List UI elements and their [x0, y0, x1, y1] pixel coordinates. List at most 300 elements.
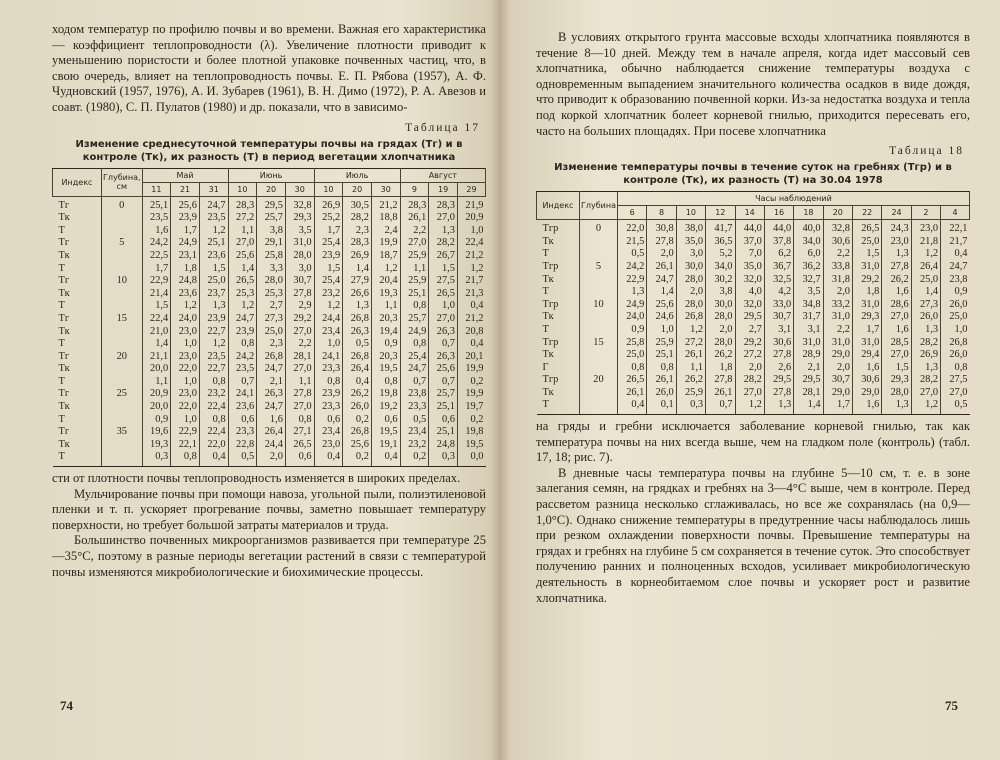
table-cell: 28,0: [706, 311, 735, 324]
table-cell: 29,3: [285, 212, 314, 225]
page-number-left: 74: [60, 698, 73, 713]
table-cell: 1,3: [618, 286, 647, 299]
table-cell: 0,9: [371, 338, 400, 351]
table-cell: 22,9: [618, 274, 647, 287]
table-cell: 30,7: [285, 275, 314, 288]
row-index: Т: [58, 224, 65, 236]
table-cell: 30,6: [764, 337, 793, 350]
row-index: Тгр: [542, 260, 559, 272]
table-row: [53, 275, 486, 288]
table-cell: 20,0: [142, 363, 171, 376]
table-cell: 26,3: [343, 326, 372, 339]
table-cell: 0,2: [343, 451, 372, 466]
table-cell: 21,7: [941, 236, 970, 249]
table-cell: 23,9: [314, 388, 343, 401]
table-cell: 25,9: [400, 275, 429, 288]
table-cell: 0,8: [618, 362, 647, 375]
table-cell: 28,2: [343, 212, 372, 225]
row-index: Т: [58, 300, 65, 312]
table-cell: 0,9: [941, 286, 970, 299]
row-depth: [580, 362, 618, 375]
table-cell: 0,4: [618, 399, 647, 414]
table-cell: 25,6: [228, 250, 257, 263]
table-cell: 19,5: [371, 363, 400, 376]
table-cell: 1,3: [199, 300, 228, 313]
table-cell: 1,0: [314, 338, 343, 351]
table-cell: 25,4: [314, 275, 343, 288]
row-depth: [580, 387, 618, 400]
table-cell: 29,4: [853, 349, 882, 362]
table-cell: 29,2: [735, 337, 764, 350]
table-cell: 26,3: [257, 388, 286, 401]
table-cell: 30,7: [764, 311, 793, 324]
table-cell: 26,8: [343, 351, 372, 364]
row-index: Тг: [58, 388, 70, 400]
table-cell: 22,1: [941, 220, 970, 236]
table-cell: 28,3: [400, 196, 429, 212]
table-cell: 1,0: [429, 300, 458, 313]
row-index: Тк: [58, 212, 70, 224]
table-cell: 31,0: [823, 337, 852, 350]
table-row: [53, 363, 486, 376]
table-cell: 24,7: [647, 274, 676, 287]
table-cell: 23,5: [142, 212, 171, 225]
table-cell: 26,8: [257, 351, 286, 364]
table-18-label: Таблица 18: [889, 145, 964, 158]
row-depth: [580, 399, 618, 414]
table-row: [53, 414, 486, 427]
table-row: [53, 326, 486, 339]
table-cell: 24,8: [429, 439, 458, 452]
table-cell: 32,8: [823, 220, 852, 236]
table-17-header-month: Август: [400, 168, 485, 182]
table-cell: 24,2: [618, 261, 647, 274]
table-row: [53, 288, 486, 301]
table-cell: 28,0: [676, 299, 705, 312]
table-cell: 1,4: [343, 263, 372, 276]
table-cell: 18,7: [371, 250, 400, 263]
table-cell: 1,6: [853, 399, 882, 414]
table-cell: 26,4: [257, 426, 286, 439]
table-cell: 0,5: [618, 248, 647, 261]
table-cell: 28,2: [429, 237, 458, 250]
table-cell: 1,1: [142, 376, 171, 389]
table-cell: 1,6: [882, 286, 911, 299]
table-cell: 35,0: [676, 236, 705, 249]
table-cell: 2,3: [343, 225, 372, 238]
table-cell: 27,0: [400, 237, 429, 250]
table-cell: 0,8: [285, 414, 314, 427]
table-cell: 0,8: [941, 362, 970, 375]
table-cell: 19,2: [371, 401, 400, 414]
table-cell: 2,0: [647, 248, 676, 261]
table-cell: 1,3: [343, 300, 372, 313]
table-cell: 0,4: [457, 338, 485, 351]
row-index: Г: [542, 361, 549, 373]
table-cell: 1,0: [647, 324, 676, 337]
table-cell: 2,0: [735, 362, 764, 375]
table-cell: 1,4: [794, 399, 823, 414]
row-index: Т: [58, 338, 65, 350]
table-cell: 24,7: [257, 363, 286, 376]
table-cell: 0,7: [429, 338, 458, 351]
table-cell: 24,4: [257, 439, 286, 452]
table-cell: 23,2: [314, 288, 343, 301]
row-depth: [580, 349, 618, 362]
table-cell: 24,2: [228, 351, 257, 364]
table-17-subheader: 20: [257, 182, 286, 196]
table-cell: 26,5: [618, 374, 647, 387]
table-cell: 24,1: [228, 388, 257, 401]
row-depth: [102, 225, 143, 238]
table-cell: 1,2: [199, 225, 228, 238]
table-cell: 32,7: [794, 274, 823, 287]
table-cell: 31,7: [794, 311, 823, 324]
table-cell: 34,0: [706, 261, 735, 274]
table-cell: 1,2: [171, 300, 200, 313]
table-cell: 36,2: [794, 261, 823, 274]
row-index: Тгр: [542, 374, 559, 386]
table-cell: 22,4: [142, 313, 171, 326]
table-cell: 0,5: [400, 414, 429, 427]
table-cell: 23,1: [171, 250, 200, 263]
table-cell: 22,9: [171, 426, 200, 439]
table-cell: 2,0: [676, 286, 705, 299]
table-cell: 26,5: [228, 275, 257, 288]
table-row: [537, 349, 970, 362]
table-cell: 2,1: [257, 376, 286, 389]
table-cell: 1,7: [142, 263, 171, 276]
table-cell: 26,2: [343, 388, 372, 401]
table-cell: 2,6: [764, 362, 793, 375]
table-row: [537, 399, 970, 414]
table-cell: 21,4: [142, 288, 171, 301]
table-cell: 25,4: [314, 237, 343, 250]
table-cell: 28,1: [794, 387, 823, 400]
table-cell: 26,5: [429, 288, 458, 301]
table-cell: 27,0: [882, 311, 911, 324]
table-cell: 26,2: [706, 349, 735, 362]
table-row: [537, 236, 970, 249]
table-cell: 29,3: [882, 374, 911, 387]
table-cell: 25,3: [228, 288, 257, 301]
table-cell: 24,7: [199, 196, 228, 212]
row-index: Тг: [58, 237, 70, 249]
table-cell: 24,9: [400, 326, 429, 339]
table-cell: 25,1: [400, 288, 429, 301]
table-cell: 0,8: [371, 376, 400, 389]
table-cell: 0,4: [941, 248, 970, 261]
row-index: Тк: [542, 349, 554, 361]
table-cell: 23,0: [882, 236, 911, 249]
table-cell: 0,0: [457, 451, 485, 466]
table-cell: 23,4: [314, 326, 343, 339]
table-cell: 37,8: [764, 236, 793, 249]
table-row: [53, 313, 486, 326]
table-cell: 34,0: [794, 236, 823, 249]
table-cell: 25,9: [400, 250, 429, 263]
table-cell: 32,0: [735, 299, 764, 312]
table-cell: 27,8: [285, 288, 314, 301]
left-para: Мульчирование почвы при помощи навоза, угольной пыли, полиэтиленовой пленки и т. п. ускоряет прогревание почвы, заметно повышает температуру поверхности, но требует большой затраты материалов и труда.: [52, 486, 486, 532]
table-cell: 21,3: [457, 288, 485, 301]
table-cell: 0,7: [429, 376, 458, 389]
table-cell: 1,0: [171, 338, 200, 351]
table-row: [53, 250, 486, 263]
table-cell: 19,5: [371, 426, 400, 439]
table-cell: 0,6: [371, 414, 400, 427]
table-cell: 21,5: [618, 236, 647, 249]
table-cell: 26,0: [343, 401, 372, 414]
table-cell: 22,4: [457, 237, 485, 250]
table-cell: 36,5: [706, 236, 735, 249]
table-cell: 26,1: [676, 349, 705, 362]
table-cell: 0,6: [228, 414, 257, 427]
table-cell: 31,0: [823, 311, 852, 324]
table-cell: 0,2: [343, 414, 372, 427]
table-cell: 21,7: [457, 275, 485, 288]
table-cell: 0,7: [400, 376, 429, 389]
row-index: Тгр: [542, 336, 559, 348]
table-cell: 24,4: [314, 313, 343, 326]
table-cell: 1,3: [882, 399, 911, 414]
table-17-subheader: 20: [343, 182, 372, 196]
table-row: [53, 351, 486, 364]
left-para: Большинство почвенных микроорганизмов развивается при температуре 25—35°С, поэтому в разные периоды вегетации растений в связи с температурой почвы изменяются микробиологические и биохимические процессы.: [52, 533, 486, 579]
table-cell: 27,0: [285, 363, 314, 376]
table-cell: 19,7: [457, 401, 485, 414]
table-cell: 0,9: [142, 414, 171, 427]
table-17-subheader: 11: [142, 182, 171, 196]
table-cell: 25,0: [199, 275, 228, 288]
table-cell: 25,9: [676, 387, 705, 400]
table-cell: 18,8: [371, 212, 400, 225]
row-depth: 10: [102, 275, 143, 288]
table-cell: 25,1: [199, 237, 228, 250]
table-cell: 22,7: [199, 363, 228, 376]
table-cell: 1,5: [142, 300, 171, 313]
table-cell: 0,2: [457, 376, 485, 389]
table-18-header-hours: Часы наблюдений: [618, 192, 970, 206]
table-cell: 28,3: [429, 196, 458, 212]
table-cell: 1,6: [882, 324, 911, 337]
table-18-subheader: 14: [735, 206, 764, 220]
table-17-subheader: 10: [228, 182, 257, 196]
table-cell: 2,4: [371, 225, 400, 238]
table-cell: 23,7: [199, 288, 228, 301]
table-cell: 0,8: [199, 414, 228, 427]
table-row: [537, 311, 970, 324]
table-cell: 23,4: [314, 426, 343, 439]
table-cell: 1,4: [142, 338, 171, 351]
table-cell: 1,2: [735, 399, 764, 414]
table-cell: 3,1: [764, 324, 793, 337]
table-cell: 27,0: [911, 387, 940, 400]
table-cell: 3,5: [794, 286, 823, 299]
table-17-subheader: 10: [314, 182, 343, 196]
table-cell: 24,7: [400, 363, 429, 376]
table-row: [53, 426, 486, 439]
table-row: [537, 286, 970, 299]
table-cell: 25,7: [429, 388, 458, 401]
table-cell: 0,2: [400, 451, 429, 466]
table-cell: 6,0: [794, 248, 823, 261]
row-index: Тк: [542, 273, 554, 285]
table-17-header-index: Индекс: [53, 168, 102, 196]
table-cell: 0,8: [171, 451, 200, 466]
table-cell: 28,2: [911, 374, 940, 387]
table-cell: 1,0: [171, 376, 200, 389]
table-cell: 27,0: [429, 212, 458, 225]
table-cell: 27,8: [706, 374, 735, 387]
table-cell: 1,2: [314, 300, 343, 313]
table-cell: 26,1: [400, 212, 429, 225]
table-cell: 25,1: [429, 401, 458, 414]
table-cell: 27,8: [647, 236, 676, 249]
row-index: Тк: [58, 401, 70, 413]
table-cell: 0,4: [371, 451, 400, 466]
table-cell: 23,8: [941, 274, 970, 287]
table-cell: 1,1: [676, 362, 705, 375]
row-depth: [102, 326, 143, 339]
row-index: Т: [542, 286, 549, 298]
table-cell: 0,6: [314, 414, 343, 427]
table-cell: 26,0: [941, 349, 970, 362]
table-cell: 19,5: [457, 439, 485, 452]
table-cell: 23,0: [911, 220, 940, 236]
table-cell: 23,8: [400, 388, 429, 401]
table-cell: 21,2: [371, 196, 400, 212]
table-cell: 26,2: [676, 374, 705, 387]
table-cell: 21,9: [457, 196, 485, 212]
table-cell: 0,4: [457, 300, 485, 313]
table-cell: 3,8: [706, 286, 735, 299]
row-depth: [102, 300, 143, 313]
table-cell: 23,0: [171, 388, 200, 401]
table-cell: 3,3: [257, 263, 286, 276]
table-cell: 30,5: [343, 196, 372, 212]
row-depth: [580, 311, 618, 324]
table-cell: 28,0: [285, 250, 314, 263]
table-18-subheader: 12: [706, 206, 735, 220]
table-cell: 2,0: [706, 324, 735, 337]
table-cell: 6,2: [764, 248, 793, 261]
table-cell: 30,2: [706, 274, 735, 287]
table-row: [53, 451, 486, 466]
table-cell: 1,5: [429, 263, 458, 276]
table-cell: 20,9: [142, 388, 171, 401]
row-index: Тк: [542, 235, 554, 247]
table-cell: 28,2: [735, 374, 764, 387]
table-18-subheader: 6: [618, 206, 647, 220]
table-cell: 22,8: [228, 439, 257, 452]
table-cell: 28,3: [343, 237, 372, 250]
table-cell: 23,4: [400, 426, 429, 439]
table-cell: 2,1: [794, 362, 823, 375]
table-cell: 1,7: [314, 225, 343, 238]
row-index: Т: [58, 375, 65, 387]
table-cell: 1,2: [676, 324, 705, 337]
row-depth: [580, 286, 618, 299]
table-cell: 19,9: [371, 237, 400, 250]
table-cell: 25,2: [314, 212, 343, 225]
table-row: [537, 299, 970, 312]
table-18-subheader: 20: [823, 206, 852, 220]
table-cell: 22,7: [199, 326, 228, 339]
table-cell: 25,3: [257, 288, 286, 301]
table-cell: 0,6: [429, 414, 458, 427]
table-row: [53, 237, 486, 250]
page-number-right: 75: [945, 698, 958, 713]
table-cell: 1,8: [853, 286, 882, 299]
table-cell: 1,6: [257, 414, 286, 427]
table-cell: 24,1: [314, 351, 343, 364]
table-cell: 22,9: [142, 275, 171, 288]
table-cell: 22,4: [199, 426, 228, 439]
table-cell: 26,9: [911, 349, 940, 362]
table-cell: 38,0: [676, 220, 705, 236]
table-18-header-index: Индекс: [537, 192, 580, 220]
table-17-header-month: Июнь: [228, 168, 314, 182]
table-cell: 26,5: [853, 220, 882, 236]
table-cell: 2,7: [735, 324, 764, 337]
table-cell: 28,6: [882, 299, 911, 312]
table-18-caption: Изменение температуры почвы в течение суток на гребнях (Тгр) и в контроле (Тк), их разность (Т) на 30.04 1978: [554, 162, 952, 187]
table-cell: 31,8: [823, 274, 852, 287]
table-cell: 2,9: [285, 300, 314, 313]
table-cell: 2,2: [823, 324, 852, 337]
row-index: Т: [58, 413, 65, 425]
table-cell: 26,2: [882, 274, 911, 287]
right-top-text: В условиях открытого грунта массовые всходы хлопчатника появляются в течение 8—10 дней. Между тем в начале апреля, когда идет массовый сев хлопчатника, обычно наблюдается снижение температуры воздуха с одновременным выпадением значительного количества осадков в виде дождя, что приводит к образованию почвенной корки. Из-за недостатка воздуха и тепла под коркой хлопчатник болеет корневой гнилью, приходится пересевать его, часто на больших площадях. При посеве хлопчатника: [536, 30, 970, 138]
table-cell: 22,0: [171, 401, 200, 414]
table-cell: 1,2: [911, 248, 940, 261]
table-cell: 22,0: [618, 220, 647, 236]
table-cell: 0,3: [676, 399, 705, 414]
table-cell: 1,3: [764, 399, 793, 414]
table-cell: 33,2: [823, 299, 852, 312]
table-cell: 1,6: [853, 362, 882, 375]
table-cell: 26,0: [911, 311, 940, 324]
table-cell: 41,7: [706, 220, 735, 236]
table-cell: 25,0: [257, 326, 286, 339]
row-index: Тк: [542, 311, 554, 323]
table-cell: 29,1: [257, 237, 286, 250]
row-depth: 35: [102, 426, 143, 439]
table-cell: 31,0: [285, 237, 314, 250]
table-cell: 27,8: [764, 349, 793, 362]
table-cell: 0,1: [647, 399, 676, 414]
row-index: Тг: [58, 312, 70, 324]
table-cell: 28,5: [882, 337, 911, 350]
table-18: [536, 191, 970, 415]
table-cell: 23,9: [171, 212, 200, 225]
table-cell: 29,5: [794, 374, 823, 387]
table-cell: 0,8: [647, 362, 676, 375]
table-cell: 23,0: [171, 351, 200, 364]
row-index: Тк: [58, 325, 70, 337]
table-cell: 3,1: [794, 324, 823, 337]
table-cell: 20,4: [371, 275, 400, 288]
table-cell: 31,0: [853, 261, 882, 274]
table-cell: 2,3: [257, 338, 286, 351]
table-cell: 1,7: [823, 399, 852, 414]
table-cell: 30,8: [647, 220, 676, 236]
row-depth: [102, 250, 143, 263]
table-17-subheader: 19: [429, 182, 458, 196]
table-17-header-depth: Глубина, см: [102, 168, 143, 196]
table-17-subheader: 31: [199, 182, 228, 196]
